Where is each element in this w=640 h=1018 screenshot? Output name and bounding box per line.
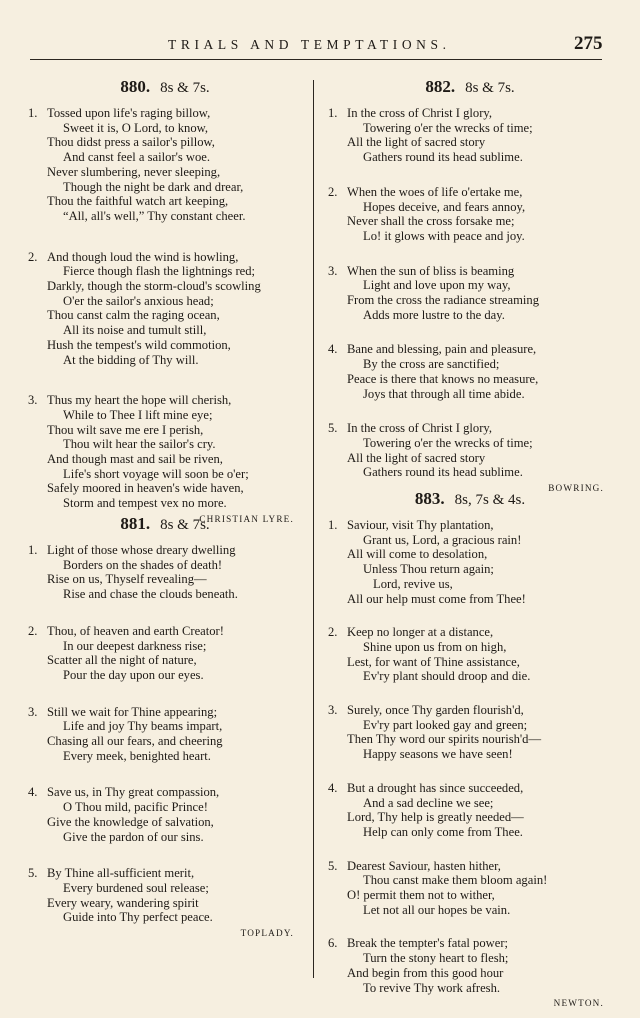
right-column [320,76,620,1009]
hymn-line: All the light of sacred story [347,450,486,465]
hymn-line: All its noise and tumult still, [63,323,207,338]
hymn-line: Thus my heart the hope will cherish, [47,393,232,408]
hymn-line: Life's short voyage will soon be o'er; [63,466,249,481]
hymn-line: Thou the faithful watch art keeping, [47,194,229,209]
stanza [320,518,620,606]
hymn-attribution: NEWTON. [553,998,604,1009]
hymn-line: Rise and chase the clouds beneath. [63,587,238,602]
stanza-number: 4. [328,342,338,357]
hymn-line: When the sun of bliss is beaming [347,263,515,278]
hymn-line: At the bidding of Thy will. [63,352,199,367]
stanza [320,859,620,918]
hymn-attribution: BOWRING. [548,483,604,494]
hymn-line: Never shall the cross forsake me; [347,214,515,229]
hymn-line: O'er the sailor's anxious head; [63,293,214,308]
hymn-title [320,76,620,100]
hymn-line: Lord, revive us, [373,576,453,591]
stanza [20,705,310,764]
hymn-882 [320,76,620,494]
hymn-line: But a drought has since succeeded, [347,780,524,795]
hymn-line: In the cross of Christ I glory, [347,421,493,436]
hymn-line: To revive Thy work afresh. [363,980,501,995]
hymn-line: Hush the tempest's wild commotion, [47,337,231,352]
hymn-line: Lest, for want of Thine assistance, [347,654,520,669]
hymn-line: While to Thee I lift mine eye; [63,407,213,422]
stanza [320,264,620,323]
stanza [320,625,620,684]
stanza [320,106,620,165]
hymn-line: Gathers round its head sublime. [363,150,523,165]
hymn-attribution: CHRISTIAN LYRE. [199,513,294,524]
hymn-line: Borders on the shades of death! [63,557,223,572]
hymn-line: Hopes deceive, and fears annoy, [363,199,526,214]
hymn-line: Break the tempter's fatal power; [347,936,509,951]
hymn-line: Gathers round its head sublime. [363,465,523,480]
hymn-attribution: TOPLADY. [240,928,294,939]
stanza [20,250,310,368]
stanza-number: 2. [28,249,38,264]
hymn-number: 880. [120,77,151,96]
hymn-line: Thou canst calm the raging ocean, [47,308,220,323]
stanza-number: 4. [28,785,38,800]
stanza [320,342,620,401]
stanza-number: 2. [28,623,38,638]
hymn-line: All will come to desolation, [347,547,488,562]
hymn-line: Adds more lustre to the day. [363,307,505,322]
hymn-line: Ev'ry plant should droop and die. [363,669,531,684]
hymn-title [20,76,310,100]
stanza-number: 1. [328,518,338,532]
hymn-line: In our deepest darkness rise; [63,638,207,653]
hymn-line: Then Thy word our spirits nourish'd— [347,732,542,747]
stanza-number: 3. [28,393,38,408]
hymn-line: Safely moored in heaven's wide haven, [47,481,244,496]
stanza [320,185,620,244]
stanza-number: 6. [328,936,338,951]
hymn-line: Light and love upon my way, [363,278,511,293]
hymn-line: Shine upon us from on high, [363,639,507,654]
hymn-line: Still we wait for Thine appearing; [47,704,218,719]
hymn-line: Let not all our hopes be vain. [363,902,511,917]
hymn-line: Never slumbering, never sleeping, [47,164,221,179]
hymn-line: Help can only come from Thee. [363,824,523,839]
stanza-number: 1. [328,106,338,120]
hymn-line: Happy seasons we have seen! [363,747,513,762]
hymn-number: 883. [414,489,445,508]
hymn-line: Ev'ry part looked gay and green; [363,717,528,732]
column-divider [313,80,314,978]
stanza [20,106,310,224]
hymn-line: Surely, once Thy garden flourish'd, [347,703,524,718]
hymn-line: Guide into Thy perfect peace. [63,910,213,925]
hymn-line: Fierce though flash the lightnings red; [63,264,256,279]
hymn-line: Keep no longer at a distance, [347,625,494,640]
hymn-line: Grant us, Lord, a gracious rain! [363,532,522,547]
stanza [320,421,620,480]
hymn-line: “All, all's well,” Thy constant cheer. [63,208,246,223]
stanza [20,624,310,683]
running-title: TRIALS AND TEMPTATIONS. [168,37,451,52]
page-number: 275 [574,33,603,54]
hymn-line: By Thine all-sufficient merit, [47,866,195,881]
hymn-line: O Thou mild, pacific Prince! [63,800,208,815]
hymn-line: All the light of sacred story [347,135,486,150]
stanza [320,703,620,762]
hymn-line: By the cross are sanctified; [363,357,500,372]
stanza [20,393,310,511]
stanza-number: 5. [328,421,338,436]
hymn-line: Tossed upon life's raging billow, [47,106,211,120]
hymn-883 [320,488,620,1009]
stanza-number: 4. [328,780,338,795]
stanza [20,866,310,925]
hymn-line: Lord, Thy help is greatly needed— [347,810,524,825]
hymn-line: Darkly, though the storm-cloud's scowling [47,279,261,294]
hymn-line: When the woes of life o'ertake me, [347,184,523,199]
hymn-line: Thou didst press a sailor's pillow, [47,135,215,150]
hymn-meter: 8s & 7s. [160,517,210,533]
stanza-number: 5. [28,866,38,881]
hymn-number: 881. [120,514,151,533]
stanza [320,936,620,995]
stanza-number: 5. [328,858,338,873]
stanza-number: 1. [28,106,38,120]
stanza-number: 3. [28,704,38,719]
hymn-line: O! permit them not to wither, [347,888,495,903]
hymn-meter: 8s & 7s. [465,80,515,96]
stanza [20,785,310,844]
hymn-line: Every burdened soul release; [63,880,209,895]
left-column [20,76,310,943]
hymn-number: 882. [425,77,456,96]
hymn-line: In the cross of Christ I glory, [347,106,493,120]
hymn-line: Saviour, visit Thy plantation, [347,518,494,532]
hymn-line: Give the pardon of our sins. [63,829,204,844]
page-header [0,0,640,60]
stanza-number: 1. [28,543,38,557]
hymn-line: Scatter all the night of nature, [47,653,197,668]
hymn-line: And a sad decline we see; [363,795,494,810]
hymn-line: Though the night be dark and drear, [63,179,244,194]
hymn-line: Towering o'er the wrecks of time; [363,120,533,135]
hymn-meter: 8s & 7s. [160,80,210,96]
stanza-number: 2. [328,625,338,640]
hymn-line: Light of those whose dreary dwelling [47,543,236,557]
hymn-line: Give the knowledge of salvation, [47,814,214,829]
hymn-meter: 8s, 7s & 4s. [454,492,526,508]
hymn-line: Storm and tempest vex no more. [63,496,227,511]
hymn-line: And begin from this good hour [347,965,504,980]
hymn-line: Thou wilt save me ere I perish, [47,422,204,437]
hymn-line: Pour the day upon our eyes. [63,667,204,682]
stanza-number: 2. [328,184,338,199]
hymn-line: Thou canst make them bloom again! [363,873,548,888]
hymn-line: And though mast and sail be riven, [47,452,223,467]
hymn-line: Towering o'er the wrecks of time; [363,435,533,450]
hymn-line: Peace is there that knows no measure, [347,371,539,386]
hymn-line: Thou, of heaven and earth Creator! [47,623,224,638]
hymn-line: Every weary, wandering spirit [47,895,199,910]
hymn-line: And though loud the wind is howling, [47,249,239,264]
hymn-line: Sweet it is, O Lord, to know, [63,120,209,135]
hymn-line: Bane and blessing, pain and pleasure, [347,342,537,357]
stanza-number: 3. [328,263,338,278]
hymn-line: Joys that through all time abide. [363,386,525,401]
hymn-line: Lo! it glows with peace and joy. [363,228,525,243]
hymn-line: Life and joy Thy beams impart, [63,719,223,734]
hymn-line: Thou wilt hear the sailor's cry. [63,437,216,452]
stanza [20,543,310,602]
hymn-line: Turn the stony heart to flesh; [363,951,509,966]
hymn-line: And canst feel a sailor's woe. [63,150,211,165]
hymn-line: Unless Thou return again; [363,562,494,577]
hymn-line: Save us, in Thy great compassion, [47,785,220,800]
hymn-line: From the cross the radiance streaming [347,293,539,308]
hymn-line: Chasing all our fears, and cheering [47,734,223,749]
hymn-line: Every meek, benighted heart. [63,748,211,763]
stanza-number: 3. [328,703,338,718]
hymn-881 [20,513,310,943]
header-rule [30,59,602,60]
hymn-line: All our help must come from Thee! [347,591,526,606]
hymn-line: Dearest Saviour, hasten hither, [347,858,501,873]
hymn-line: Rise on us, Thyself revealing— [47,572,207,587]
stanza [320,781,620,840]
